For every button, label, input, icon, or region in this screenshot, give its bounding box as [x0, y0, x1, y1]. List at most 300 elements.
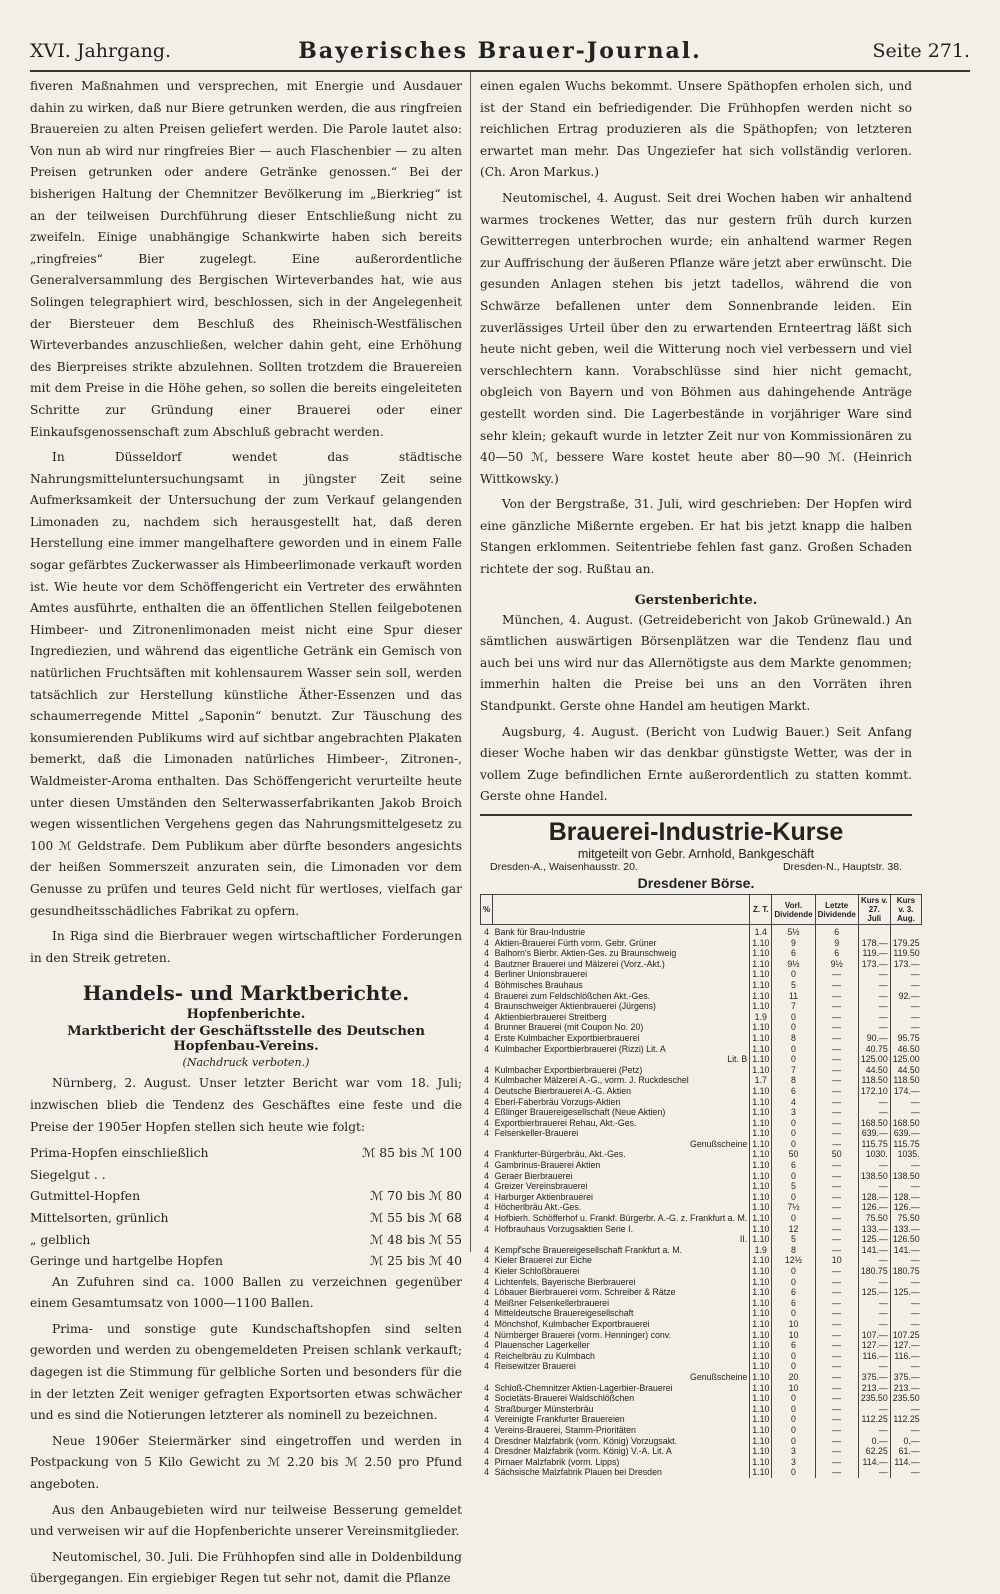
table-cell: —	[815, 1266, 858, 1277]
table-cell	[481, 1054, 493, 1065]
table-cell: 10	[772, 1330, 815, 1341]
table-cell: —	[890, 1361, 921, 1372]
table-cell: —	[858, 1001, 890, 1012]
table-cell: Hofbrauhaus Vorzugsaktien Serie I.	[494, 1223, 634, 1234]
table-cell: 1.9	[750, 1012, 772, 1023]
table-cell: —	[858, 1319, 890, 1330]
table-cell: —	[815, 1446, 858, 1457]
table-row	[481, 1128, 922, 1139]
table-cell: 4	[484, 1117, 490, 1128]
table-cell	[481, 1234, 493, 1245]
table-cell: —	[815, 1054, 858, 1065]
table-cell: 4	[484, 1128, 490, 1139]
table-cell: Kulmbacher Exportbierbrauerei (Rizzi) Lit. A	[494, 1043, 666, 1054]
table-row	[481, 1022, 922, 1033]
article-paragraph: fiveren Maßnahmen und versprechen, mit Energie und Ausdauer dahin zu wirken, daß nur Biere getrunken werden, die aus ringfreien Brauereien zu alten Preisen geliefert werden. Die Parole lautet also: Von nun ab wird nur ringfreies Bier — auch Flaschenbier — zu alten Preisen getrunken oder andere Getränke genossen.“ Bei der bisherigen Haltung der Chemnitzer Bevölkerung im „Bierkrieg“ ist an der teilweisen Durchführung dieser Entschließung nicht zu zweifeln. Einige unabhängige Schankwirte haben sich bereits „ringfreies“ Bier zugelegt. Eine außerordentliche Generalversammlung des Bergischen Wirteverbandes hat, wie aus Solingen telegraphiert wird, beschlossen, sich in der Angelegenheit der Biersteuer dem Beschluß des Rheinisch-Westfälischen Wirteverbandes anzuschließen, welcher dahin geht, eine Erhöhung des Bierpreises strikte abzulehnen. Sollten trotzdem die Brauereien mit dem Preise in die Höhe gehen, so sollen die bereits eingeleiteten Schritte zur Gründung einer Brauerei oder einer Einkaufsgenossenschaft zum Abschluß gebracht werden.	[30, 79, 462, 439]
table-cell: —	[815, 1171, 858, 1182]
table-cell: 235.50	[890, 1393, 921, 1404]
table-cell: 10	[772, 1319, 815, 1330]
table-cell: Vereins-Brauerei, Stamm-Prioritäten	[494, 1424, 636, 1435]
table-cell: Bautzner Brauerei und Mälzerei (Vorz.-Akt.)	[494, 958, 665, 969]
table-cell: 1.10	[750, 1149, 772, 1160]
table-row	[481, 1298, 922, 1309]
article-paragraph: Nürnberg, 2. August. Unser letzter Bericht war vom 18. Juli; inzwischen blieb die Tendenz des Geschäftes eine feste und die Preise der 1905er Hopfen stellen sich heute wie folgt:	[30, 1076, 462, 1134]
table-cell: 75.50	[858, 1213, 890, 1224]
table-cell: 40.75	[858, 1044, 890, 1055]
table-row	[481, 1393, 922, 1404]
table-cell: —	[815, 1044, 858, 1055]
table-cell: 6	[772, 1086, 815, 1097]
table-cell: 4	[484, 1170, 490, 1181]
table-cell: 0	[772, 1277, 815, 1288]
table-row	[481, 1436, 922, 1447]
table-cell: 4	[484, 1403, 490, 1414]
table-cell: 116.—	[858, 1351, 890, 1362]
table-cell: Dresdner Malzfabrik (vorm. König) V.-A. Lit. A	[494, 1446, 672, 1457]
table-cell: 1.10	[750, 1065, 772, 1076]
table-cell: 235.50	[858, 1393, 890, 1404]
table-cell: 0	[772, 1128, 815, 1139]
table-cell: Brauerei zum Feldschlößchen Akt.-Ges.	[494, 990, 651, 1001]
table-cell: —	[815, 1351, 858, 1362]
table-cell: 1.10	[750, 1192, 772, 1203]
table-cell: 0	[772, 1436, 815, 1447]
table-cell: Mitteldeutsche Brauereigesellschaft	[494, 1308, 634, 1319]
table-cell: 133.—	[890, 1224, 921, 1235]
table-cell: 1.10	[750, 1234, 772, 1245]
table-cell: 6	[772, 948, 815, 959]
table-cell: 0	[772, 1393, 815, 1404]
table-cell: 4	[484, 1107, 490, 1118]
table-cell: Sächsische Malzfabrik Plauen bei Dresden	[494, 1467, 662, 1478]
table-cell: 213.—	[890, 1383, 921, 1394]
table-cell: 138.50	[858, 1171, 890, 1182]
table-cell: —	[858, 1160, 890, 1171]
table-row	[481, 1372, 922, 1383]
table-cell: Reisewitzer Brauerei	[494, 1361, 576, 1372]
table-row	[481, 1383, 922, 1394]
kurse-table-body	[481, 925, 922, 1478]
table-cell: Böhmisches Brauhaus	[494, 979, 583, 990]
table-cell: 4	[484, 1043, 490, 1054]
table-cell: —	[890, 1160, 921, 1171]
table-cell: 1.10	[750, 1171, 772, 1182]
column-header: Z. T.	[750, 895, 772, 925]
table-cell: 1.10	[750, 1414, 772, 1425]
table-cell	[858, 925, 890, 938]
table-cell: 4	[484, 937, 490, 948]
table-cell: 141.—	[858, 1245, 890, 1256]
table-cell: 4	[484, 1223, 490, 1234]
table-row	[481, 1308, 922, 1319]
table-cell: —	[858, 1361, 890, 1372]
table-cell: —	[815, 1277, 858, 1288]
table-cell: 1030.	[858, 1149, 890, 1160]
table-cell: —	[815, 1086, 858, 1097]
table-cell: 1035.	[890, 1149, 921, 1160]
table-cell: 118.50	[858, 1075, 890, 1086]
table-cell: 172.10	[858, 1086, 890, 1097]
table-cell: 0	[772, 1361, 815, 1372]
price-range: ℳ 70 bis ℳ 80	[369, 1188, 462, 1204]
table-cell: 127.—	[858, 1340, 890, 1351]
article-paragraph: Neue 1906er Steiermärker sind eingetroffen und werden in Postpackung von 5 Kilo Gewicht zu ℳ 2.20 bis ℳ 2.50 pro Pfund angeboten.	[30, 1433, 462, 1492]
table-cell: Kieler Schloßbrauerei	[494, 1266, 580, 1276]
table-row	[481, 1224, 922, 1235]
table-row	[481, 1054, 922, 1065]
table-cell: 115.75	[890, 1139, 921, 1150]
table-cell: 125.—	[890, 1287, 921, 1298]
table-cell: 0	[772, 1351, 815, 1362]
table-cell: —	[858, 991, 890, 1002]
price-row	[30, 1229, 462, 1251]
table-cell: 4	[484, 948, 490, 959]
kurse-title: Brauerei-Industrie-Kurse	[480, 814, 912, 847]
reprint-note: (Nachdruck verboten.)	[182, 1056, 310, 1070]
table-cell: 8	[772, 1075, 815, 1086]
table-cell: Berliner Unionsbrauerei	[494, 969, 588, 980]
table-cell: 173.—	[858, 959, 890, 970]
table-cell: 12½	[772, 1255, 815, 1266]
subsection-title: Hopfenberichte.	[186, 1007, 306, 1023]
table-cell: —	[815, 1287, 858, 1298]
table-cell: 1.10	[750, 991, 772, 1002]
table-cell: Kieler Brauerei zur Eiche	[494, 1255, 592, 1266]
table-cell: 0	[772, 1054, 815, 1065]
table-cell: 4	[484, 1456, 490, 1467]
table-cell: 1.7	[750, 1075, 772, 1086]
table-cell: 168.50	[858, 1118, 890, 1129]
table-cell: 0	[772, 969, 815, 980]
table-cell: 1.10	[750, 1128, 772, 1139]
table-cell: 50	[815, 1149, 858, 1160]
price-range: ℳ 25 bis ℳ 40	[369, 1253, 462, 1269]
article-paragraph: Neutomischel, 4. August. Seit drei Wochen haben wir anhaltend warmes trockenes Wetter, das nur gestern früh durch kurzen Gewitterregen unterbrochen wurde; ein anhaltend warmer Regen zur Auffrischung der äußeren Pflanze wäre jetzt aber erwünscht. Die gesunden Anlagen stehen bis jetzt tadellos, während die von Schwärze befallenen unter dem Sonnenbrande leiden. Ein zuverlässiges Urteil über den zu erwartenden Ernteertrag läßt sich heute nicht geben, weil die Witterung noch viel verbessern und viel verschlechtern kann. Vorabschlüsse sind hier nicht gemacht, obgleich von Bayern und von Böhmen aus dahingehende Anträge gestellt worden sind. Die Lagerbestände in vorjähriger Ware sind sehr klein; gekauft wurde in letzter Zeit nur von Kommissionären zu 40—50 ℳ, bessere Ware kostet heute aber 80—90 ℳ. (Heinrich Wittkowsky.)	[480, 190, 912, 486]
table-cell: —	[858, 1467, 890, 1478]
table-cell: 0	[772, 1118, 815, 1129]
table-cell: 9	[815, 938, 858, 949]
table-cell: 8	[772, 1245, 815, 1256]
table-cell: 6	[772, 1287, 815, 1298]
column-header: Kurs v. 27. Juli	[858, 895, 890, 925]
table-cell: 1.10	[750, 948, 772, 959]
table-cell: 44.50	[858, 1065, 890, 1076]
table-row	[481, 1065, 922, 1076]
table-cell: —	[890, 1308, 921, 1319]
table-cell: 180.75	[890, 1266, 921, 1277]
table-cell: 1.9	[750, 1245, 772, 1256]
table-row	[481, 1404, 922, 1415]
table-cell: —	[858, 1181, 890, 1192]
article-paragraph: Von der Bergstraße, 31. Juli, wird geschrieben: Der Hopfen wird eine gänzliche Mißernte ergeben. Er hat bis jetzt knapp die halben Stangen erklommen. Seitentriebe fehlen fast ganz. Großen Schaden richtete der sog. Rußtau an.	[480, 497, 912, 577]
table-cell: Kulmbacher Mälzerei A.-G., vorm. J. Ruckdeschel	[494, 1075, 689, 1086]
table-cell: 1.10	[750, 1436, 772, 1447]
table-row	[481, 1033, 922, 1044]
table-cell: 4	[484, 1446, 490, 1457]
table-cell: 1.10	[750, 969, 772, 980]
price-item: Gutmittel-Hopfen	[30, 1188, 141, 1204]
table-cell: 12	[772, 1224, 815, 1235]
table-cell: —	[890, 1012, 921, 1023]
table-cell: 1.10	[750, 1202, 772, 1213]
table-row	[481, 969, 922, 980]
price-row	[30, 1185, 462, 1207]
table-cell: 1.10	[750, 1224, 772, 1235]
table-cell: 4	[484, 1393, 490, 1404]
table-cell: 1.10	[750, 1266, 772, 1277]
table-cell: —	[890, 1255, 921, 1266]
table-cell: 4	[484, 1255, 490, 1266]
table-header-row	[481, 895, 922, 925]
table-cell: 1.10	[750, 1001, 772, 1012]
table-cell	[890, 925, 921, 938]
table-cell: Straßburger Münsterbräu	[494, 1403, 594, 1414]
table-cell: 125.00	[890, 1054, 921, 1065]
table-cell: Greizer Vereinsbrauerei	[494, 1181, 588, 1192]
table-row	[481, 1255, 922, 1266]
table-cell: 4	[484, 1202, 490, 1213]
column-divider	[470, 72, 471, 1252]
table-cell: 179.25	[890, 938, 921, 949]
table-row	[481, 948, 922, 959]
table-cell: 9½	[772, 959, 815, 970]
table-row	[481, 1149, 922, 1160]
table-cell: —	[858, 969, 890, 980]
table-row	[481, 1075, 922, 1086]
table-cell: 0	[772, 1308, 815, 1319]
table-cell: —	[858, 1308, 890, 1319]
article-paragraph: München, 4. August. (Getreidebericht von Jakob Grünewald.) An sämtlichen auswärtigen Börsenplätzen war die Tendenz flau und auch bei uns wird nur das Allernötigste aus dem Markte genommen; immerhin halten die Preise bei uns an den Vorräten ihren Standpunkt. Gerste ohne Handel am heutigen Markt.	[480, 612, 912, 714]
table-row	[481, 938, 922, 949]
table-row	[481, 1086, 922, 1097]
table-cell: Kulmbacher Exportbierbrauerei (Petz)	[494, 1064, 643, 1075]
table-cell: 1.10	[750, 1393, 772, 1404]
table-cell: 5	[772, 1181, 815, 1192]
table-cell: —	[890, 1107, 921, 1118]
table-cell: 4	[484, 1414, 490, 1425]
address-right: Dresden-N., Hauptstr. 38.	[782, 861, 902, 873]
table-row	[481, 1425, 922, 1436]
table-cell: Frankfurter-Bürgerbräu, Akt.-Ges.	[494, 1149, 626, 1160]
left-column	[30, 76, 462, 1594]
table-cell: 1.10	[750, 1107, 772, 1118]
address-left: Dresden-A., Waisenhausstr. 20.	[490, 861, 638, 873]
table-cell: 4	[484, 1191, 490, 1202]
table-cell: 1.10	[750, 1255, 772, 1266]
table-cell: 1.10	[750, 1118, 772, 1129]
table-cell: 1.10	[750, 1139, 772, 1150]
table-row	[481, 1245, 922, 1256]
table-cell: Geraer Bierbrauerei	[494, 1170, 573, 1181]
table-cell: 4	[484, 1181, 490, 1192]
table-cell: 1.10	[750, 1054, 772, 1065]
table-cell: 1.10	[750, 959, 772, 970]
table-cell: 0	[772, 1022, 815, 1033]
table-cell: —	[815, 1160, 858, 1171]
table-cell: 1.10	[750, 1330, 772, 1341]
table-cell: —	[815, 1308, 858, 1319]
table-cell: Balhorn's Bierbr. Aktien-Ges. zu Braunschweig	[494, 948, 677, 959]
table-row	[481, 1330, 922, 1341]
table-cell: Brunner Brauerei (mit Coupon No. 20)	[494, 1022, 644, 1033]
table-cell: —	[815, 1202, 858, 1213]
table-cell: —	[890, 1319, 921, 1330]
table-cell: 8	[772, 1033, 815, 1044]
table-cell: 126.—	[890, 1202, 921, 1213]
table-cell: 4	[484, 1350, 490, 1361]
table-cell: Meißner Felsenkellerbrauerei	[494, 1297, 610, 1308]
table-cell: 11	[772, 991, 815, 1002]
table-cell: —	[815, 1467, 858, 1478]
table-cell: 4	[484, 1001, 490, 1012]
table-cell: 4	[484, 1149, 490, 1160]
table-cell: 1.10	[750, 1287, 772, 1298]
table-cell: —	[815, 1224, 858, 1235]
table-cell: Genußscheine	[690, 1138, 748, 1149]
table-cell: —	[815, 1033, 858, 1044]
table-cell: 4	[484, 1244, 490, 1255]
table-cell: —	[890, 1404, 921, 1415]
table-cell: 0	[772, 1139, 815, 1150]
table-cell: Vereinigte Frankfurter Brauereien	[494, 1414, 625, 1425]
table-row	[481, 1171, 922, 1182]
table-cell: 4	[484, 1361, 490, 1372]
table-cell: 639.—	[890, 1128, 921, 1139]
table-cell: Societäts-Brauerei Waldschlößchen	[494, 1393, 635, 1404]
price-item: Mittelsorten, grünlich	[30, 1209, 169, 1225]
table-cell: 0	[772, 1171, 815, 1182]
table-cell: 125.—	[858, 1234, 890, 1245]
table-cell: 115.75	[858, 1139, 890, 1150]
table-cell: Eberl-Faberbräu Vorzugs-Aktien	[494, 1096, 621, 1107]
table-cell: Reichelbräu zu Kulmbach	[494, 1350, 595, 1361]
table-cell: 4	[484, 990, 490, 1001]
table-cell: 375.—	[890, 1372, 921, 1383]
column-header: %	[481, 895, 493, 925]
table-cell: 1.10	[750, 1319, 772, 1330]
table-cell: 5	[772, 980, 815, 991]
table-row	[481, 1202, 922, 1213]
table-cell: 3	[772, 1457, 815, 1468]
table-cell: —	[815, 1065, 858, 1076]
table-cell: 4	[484, 1085, 490, 1096]
table-cell: 0	[772, 1404, 815, 1415]
table-cell: —	[815, 1139, 858, 1150]
table-cell: 0.—	[858, 1436, 890, 1447]
table-cell: 20	[772, 1372, 815, 1383]
table-cell: 1.10	[750, 1457, 772, 1468]
table-cell: 112.25	[890, 1414, 921, 1425]
table-cell: 4	[484, 1287, 490, 1298]
table-cell: —	[858, 1404, 890, 1415]
table-cell: 107.25	[890, 1330, 921, 1341]
table-cell: 90.—	[858, 1033, 890, 1044]
table-cell: 180.75	[858, 1266, 890, 1277]
table-cell: 10	[815, 1255, 858, 1266]
table-cell: 213.—	[858, 1383, 890, 1394]
table-cell	[481, 1139, 493, 1150]
right-column	[480, 76, 920, 1478]
table-cell: Braunschweiger Aktienbrauerei (Jürgens)	[494, 1001, 656, 1012]
article-paragraph: In Riga sind die Bierbrauer wegen wirtschaftlicher Forderungen in den Streik getreten.	[30, 929, 462, 965]
table-cell: —	[890, 969, 921, 980]
table-cell: 4	[484, 1340, 490, 1351]
table-cell: 0	[772, 1467, 815, 1478]
table-row	[481, 1181, 922, 1192]
table-cell: 4	[484, 1011, 490, 1022]
table-row	[481, 925, 922, 938]
table-cell: 7½	[772, 1202, 815, 1213]
kurse-table	[480, 894, 922, 1478]
table-cell: 3	[772, 1446, 815, 1457]
table-row	[481, 1001, 922, 1012]
price-row	[30, 1207, 462, 1229]
table-cell: Löbauer Bierbrauerei vorm. Schreiber & Rätze	[494, 1287, 676, 1298]
table-cell: 9	[772, 938, 815, 949]
table-row	[481, 1213, 922, 1224]
article-paragraph: Augsburg, 4. August. (Bericht von Ludwig Bauer.) Seit Anfang dieser Woche haben wir das denkbar günstigste Wetter, was der in vollem Zuge befindlichen Ernte außerordentlich zu statten kommt. Gerste ohne Handel.	[480, 724, 912, 804]
table-cell: —	[858, 1022, 890, 1033]
table-row	[481, 1467, 922, 1478]
journal-title: Bayerisches Brauer-Journal.	[298, 38, 702, 64]
table-cell: 6	[815, 925, 858, 938]
table-cell: 1.10	[750, 1340, 772, 1351]
table-row	[481, 1118, 922, 1129]
table-cell: Kempf'sche Brauereigesellschaft Frankfurt a. M.	[494, 1244, 683, 1255]
table-cell: 5½	[772, 925, 815, 938]
table-cell: —	[815, 1372, 858, 1383]
table-cell: 0.—	[890, 1436, 921, 1447]
column-header	[493, 895, 750, 925]
table-cell: —	[858, 1425, 890, 1436]
table-row	[481, 980, 922, 991]
table-cell: 0	[772, 1266, 815, 1277]
table-cell: 1.10	[750, 1086, 772, 1097]
table-cell: 4	[772, 1097, 815, 1108]
table-cell: 0	[772, 1012, 815, 1023]
table-cell: —	[815, 1457, 858, 1468]
table-row	[481, 1107, 922, 1118]
table-cell: 1.10	[750, 1383, 772, 1394]
price-item: Prima-Hopfen einschließlich Siegelgut . .	[30, 1145, 209, 1182]
table-cell: 1.10	[750, 1097, 772, 1108]
price-range: ℳ 48 bis ℳ 55	[369, 1231, 462, 1247]
price-list	[30, 1142, 462, 1272]
table-cell: —	[815, 1012, 858, 1023]
table-cell: 4	[484, 1382, 490, 1393]
table-cell: —	[890, 1097, 921, 1108]
table-cell: 61.—	[890, 1446, 921, 1457]
table-cell: 112.25	[858, 1414, 890, 1425]
table-cell: 62.25	[858, 1446, 890, 1457]
table-cell: 1.10	[750, 1372, 772, 1383]
table-cell: —	[890, 1181, 921, 1192]
table-cell: —	[815, 1298, 858, 1309]
table-cell: —	[890, 1277, 921, 1288]
table-cell: —	[815, 1383, 858, 1394]
table-row	[481, 1287, 922, 1298]
table-cell: —	[815, 1414, 858, 1425]
table-cell: —	[858, 1012, 890, 1023]
column-header: Vorl. Dividende	[772, 895, 815, 925]
table-cell: 44.50	[890, 1065, 921, 1076]
table-cell: 1.10	[750, 1181, 772, 1192]
table-cell: Exportbierbrauerei Rehau, Akt.-Ges.	[494, 1117, 637, 1128]
table-cell: 7	[772, 1001, 815, 1012]
table-cell: Harburger Aktienbrauerei	[494, 1191, 593, 1202]
table-cell: 1.10	[750, 1446, 772, 1457]
table-cell: Pirnaer Malzfabrik (vorm. Lipps)	[494, 1456, 620, 1467]
